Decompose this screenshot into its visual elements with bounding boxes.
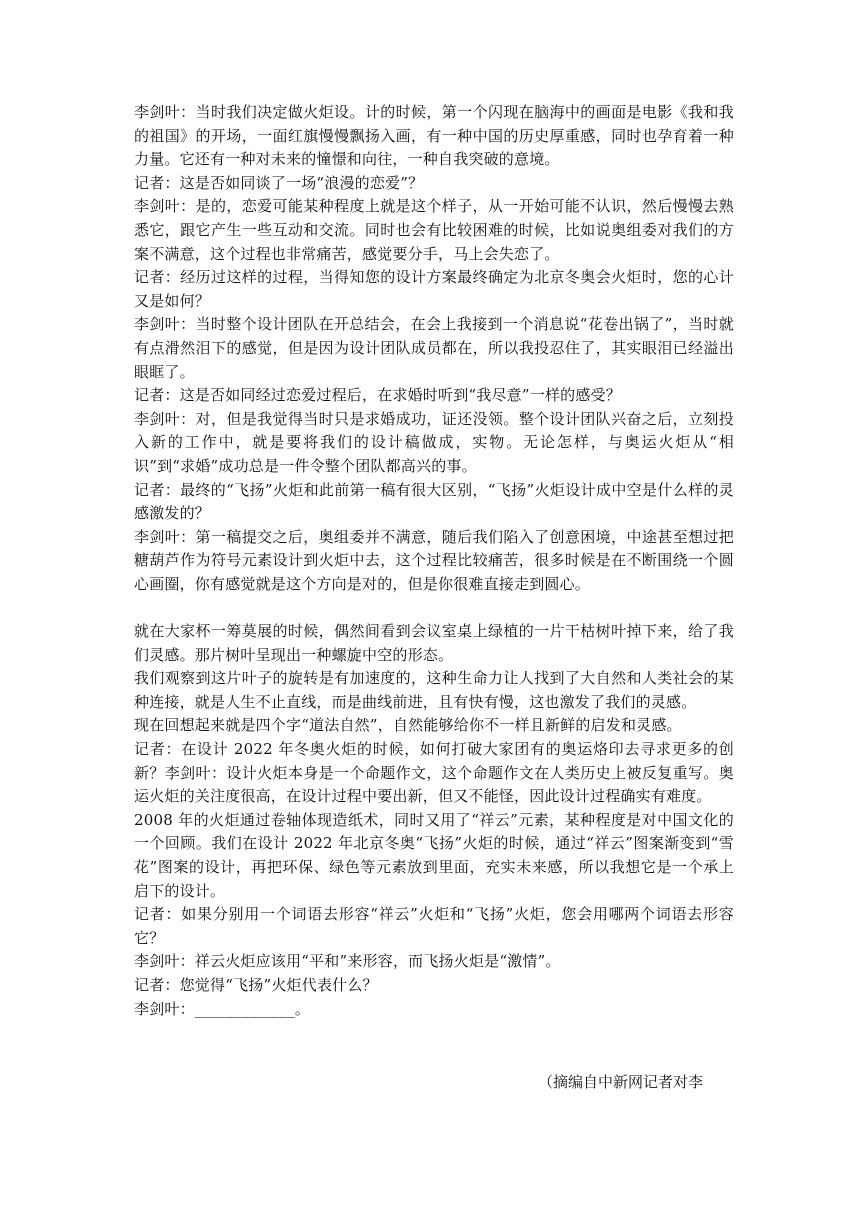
paragraph-8: 记者：最终的“飞扬”火炬和此前第一稿有很大区别，“飞扬”火炬设计成中空是什么样的灵感激发的？ — [134, 480, 734, 523]
paragraph-14: 2008 年的火炬通过卷轴体现造纸术，同时又用了“祥云”元素，某种程度是对中国文化的一个回顾。我们在设计 2022 年北京冬奥“飞扬”火炬的时候，通过“祥云”图案渐变到“雪花”图案的设计，再把环保、绿色等元素放到里面，充实未来感，所以我想它是一个承上启下的设计。 — [134, 810, 734, 900]
answer-blank-line: 李剑叶：_____________。 — [134, 999, 311, 1018]
blank-line — [134, 596, 734, 620]
paragraph-7: 李剑叶：对，但是我觉得当时只是求婚成功，证还没领。整个设计团队兴奋之后，立刻投入新的工作中，就是要将我们的设计稿做成，实物。无论怎样，与奥运火炬从“相识”到“求婚”成功总是一件令整个团队都高兴的事。 — [134, 409, 734, 475]
paragraph-5: 李剑叶：当时整个设计团队在开总结会，在会上我接到一个消息说“花卷出锅了”，当时就有点滑然泪下的感觉，但是因为设计团队成员都在，所以我投忍住了，其实眼泪已经溢出眼眶了。 — [134, 315, 734, 381]
paragraph-1: 李剑叶：当时我们决定做火炬设。计的时候，第一个闪现在脑海中的画面是电影《我和我的祖国》的开场，一面红旗慢慢飘扬入画，有一种中国的历史厚重感，同时也孕育着一种力量。它还有一种对未来的憧憬和向往，一种自我突破的意境。 — [134, 103, 734, 169]
paragraph-16: 李剑叶：祥云火炬应该用“平和”来形容，而飞扬火炬是“激情”。 — [134, 952, 561, 971]
paragraph-9: 李剑叶：第一稿提交之后，奥组委并不满意，随后我们陷入了创意困境，中途甚至想过把糖葫芦作为符号元素设计到火炬中去，这个过程比较痛苦，很多时候是在不断围绕一个圆心画圈，你有感觉就是这个方向是对的，但是你很难直接走到圆心。 — [134, 527, 734, 593]
paragraph-2: 记者：这是否如同谈了一场“浪漫的恋爱”？ — [134, 173, 424, 192]
interview-text — [134, 101, 734, 1021]
paragraph-12: 现在回想起来就是四个字“道法自然”，自然能够给你不一样且新鲜的启发和灵感。 — [134, 716, 682, 735]
paragraph-3: 李剑叶：是的，恋爱可能某种程度上就是这个样子，从一开始可能不认识，然后慢慢去熟悉它，跟它产生一些互动和交流。同时也会有比较困难的时候，比如说奥组委对我们的方案不满意，这个过程也非常痛苦，感觉要分手，马上会失恋了。 — [134, 197, 734, 263]
source-note: （摘编自中新网记者对李 — [538, 1073, 704, 1091]
paragraph-17: 记者：您觉得“飞扬”火炬代表什么？ — [134, 975, 378, 994]
paragraph-4: 记者：经历过这样的过程，当得知您的设计方案最终确定为北京冬奥会火炬时，您的心计又是如何？ — [134, 268, 734, 310]
paragraph-15: 记者：如果分别用一个词语去形容“祥云”火炬和“飞扬”火炬，您会用哪两个词语去形容它？ — [134, 905, 734, 947]
paragraph-13: 记者：在设计 2022 年冬奥火炬的时候，如何打破大家团有的奥运烙印去寻求更多的创新？李剑叶：设计火炬本身是一个命题作文，这个命题作文在人类历史上被反复重写。奥运火炬的关注度很高，在设计过程中要出新，但又不能怪，因此设计过程确实有难度。 — [134, 740, 734, 806]
paragraph-6: 记者：这是否如同经过恋爱过程后，在求婚时听到“我尽意”一样的感受？ — [134, 386, 621, 405]
paragraph-11: 我们观察到这片叶子的旋转是有加速度的，这种生命力让人找到了大自然和人类社会的某种连接，就是人生不止直线，而是曲线前进，且有快有慢，这也激发了我们的灵感。 — [134, 669, 734, 711]
paragraph-10: 就在大家杯一筹莫展的时候，偶然间看到会议室桌上绿植的一片干枯树叶掉下来，给了我们灵感。那片树叶呈现出一种螺旋中空的形态。 — [134, 622, 734, 664]
